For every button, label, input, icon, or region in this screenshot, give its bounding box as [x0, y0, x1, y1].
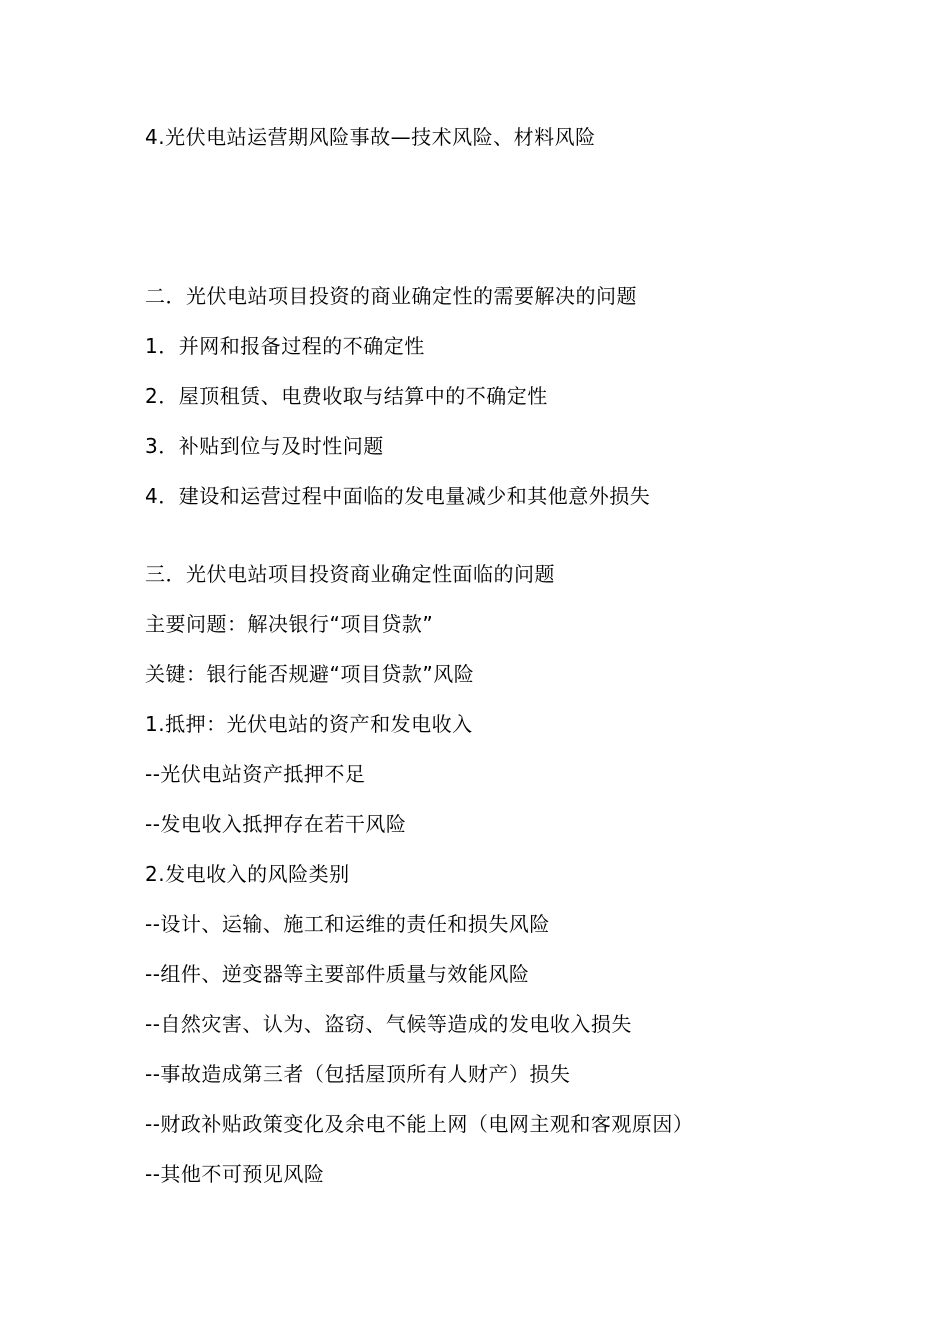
sub-2-point: --组件、逆变器等主要部件质量与效能风险	[145, 962, 530, 986]
sub-2-point: --自然灾害、认为、盗窃、气候等造成的发电收入损失	[145, 1012, 632, 1036]
section-2-heading: 二．光伏电站项目投资的商业确定性的需要解决的问题	[145, 284, 637, 308]
sub-1-point: --光伏电站资产抵押不足	[145, 762, 366, 786]
main-issue-line: 主要问题：解决银行“项目贷款”	[145, 612, 434, 636]
sub-1-point: --发电收入抵押存在若干风险	[145, 812, 407, 836]
section-3-heading: 三．光伏电站项目投资商业确定性面临的问题	[145, 562, 555, 586]
section-2-item-1: 1．并网和报备过程的不确定性	[145, 334, 425, 358]
key-line: 关键：银行能否规避“项目贷款”风险	[145, 662, 475, 686]
risk-item-4: 4.光伏电站运营期风险事故—技术风险、材料风险	[145, 125, 596, 149]
section-2-item-3: 3．补贴到位与及时性问题	[145, 434, 384, 458]
sub-2-point: --其他不可预见风险	[145, 1162, 325, 1186]
section-2-item-2: 2．屋顶租赁、电费收取与结算中的不确定性	[145, 384, 548, 408]
section-2-item-4: 4．建设和运营过程中面临的发电量减少和其他意外损失	[145, 484, 651, 508]
sub-2-point: --事故造成第三者（包括屋顶所有人财产）损失	[145, 1062, 571, 1086]
sub-2-point: --设计、运输、施工和运维的责任和损失风险	[145, 912, 550, 936]
sub-2-title: 2.发电收入的风险类别	[145, 862, 350, 886]
sub-1-title: 1.抵押：光伏电站的资产和发电收入	[145, 712, 473, 736]
sub-2-point: --财政补贴政策变化及余电不能上网（电网主观和客观原因）	[145, 1112, 694, 1136]
